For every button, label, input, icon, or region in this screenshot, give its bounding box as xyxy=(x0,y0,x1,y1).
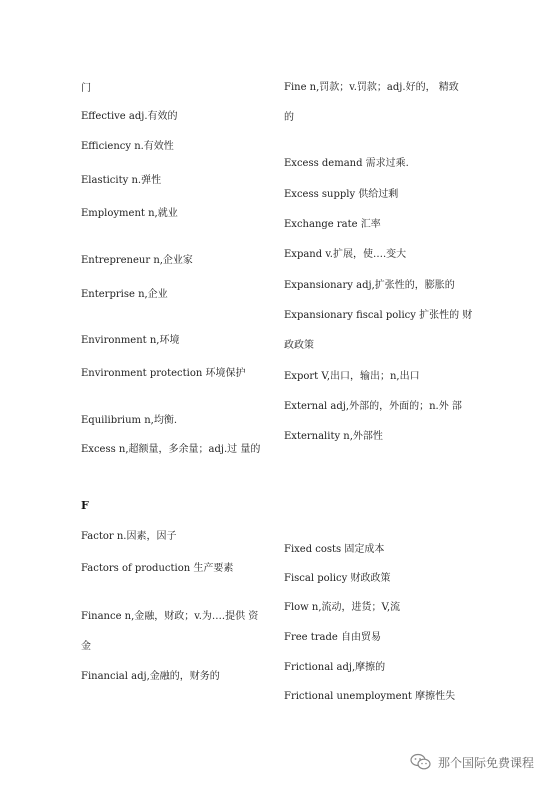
left-entry-14: 金 xyxy=(81,641,91,652)
left-entry-12: Factors of production 生产要素 xyxy=(81,563,234,574)
right-entry-7: Expansionary fiscal policy 扩张性的 财 xyxy=(284,310,473,321)
left-entry-5: Entrepreneur n,企业家 xyxy=(81,255,193,266)
section-heading: F xyxy=(81,499,89,512)
left-entry-3: Elasticity n.弹性 xyxy=(81,175,162,186)
right-entry-12: Fixed costs 固定成本 xyxy=(284,544,385,555)
left-entry-8: Environment protection 环境保护 xyxy=(81,368,246,379)
right-entry-1: 的 xyxy=(284,112,294,123)
left-entry-4: Employment n,就业 xyxy=(81,208,178,219)
right-entry-5: Expand v.扩展，使….变大 xyxy=(284,249,407,260)
right-entry-2: Excess demand 需求过乘. xyxy=(284,158,409,169)
right-entry-15: Free trade 自由贸易 xyxy=(284,632,381,643)
watermark-text: 那个国际免费课程 xyxy=(438,755,535,770)
right-entry-0: Fine n,罚款；v.罚款；adj.好的， 精致 xyxy=(284,82,459,93)
right-entry-16: Frictional adj,摩擦的 xyxy=(284,662,386,673)
left-entry-10: Excess n,超额量，多余量；adj.过 量的 xyxy=(81,444,261,455)
left-entry-0: 门 xyxy=(81,83,91,94)
left-entry-6: Enterprise n,企业 xyxy=(81,289,168,300)
wechat-icon xyxy=(410,753,432,771)
right-entry-8: 政政策 xyxy=(284,340,314,351)
right-entry-4: Exchange rate 汇率 xyxy=(284,219,381,230)
watermark xyxy=(410,752,534,772)
left-entry-7: Environment n,环境 xyxy=(81,335,180,346)
left-entry-2: Efficiency n.有效性 xyxy=(81,141,174,152)
left-entry-13: Finance n,金融，财政；v.为….提供 资 xyxy=(81,611,259,622)
right-entry-14: Flow n,流动，进货；V,流 xyxy=(284,602,401,613)
right-entry-6: Expansionary adj,扩张性的，膨胀的 xyxy=(284,280,455,291)
left-entry-11: Factor n.因素，因子 xyxy=(81,531,177,542)
right-entry-13: Fiscal policy 财政政策 xyxy=(284,573,391,584)
right-entry-17: Frictional unemployment 摩擦性失 xyxy=(284,691,456,702)
right-entry-9: Export V,出口，输出；n,出口 xyxy=(284,371,420,382)
right-entry-3: Excess supply 供给过剩 xyxy=(284,189,399,200)
right-entry-11: Externality n,外部性 xyxy=(284,431,383,442)
left-entry-9: Equilibrium n,均衡. xyxy=(81,415,178,426)
left-entry-1: Effective adj.有效的 xyxy=(81,111,178,122)
right-entry-10: External adj,外部的，外面的；n.外 部 xyxy=(284,401,462,412)
left-entry-15: Financial adj,金融的，财务的 xyxy=(81,671,220,682)
